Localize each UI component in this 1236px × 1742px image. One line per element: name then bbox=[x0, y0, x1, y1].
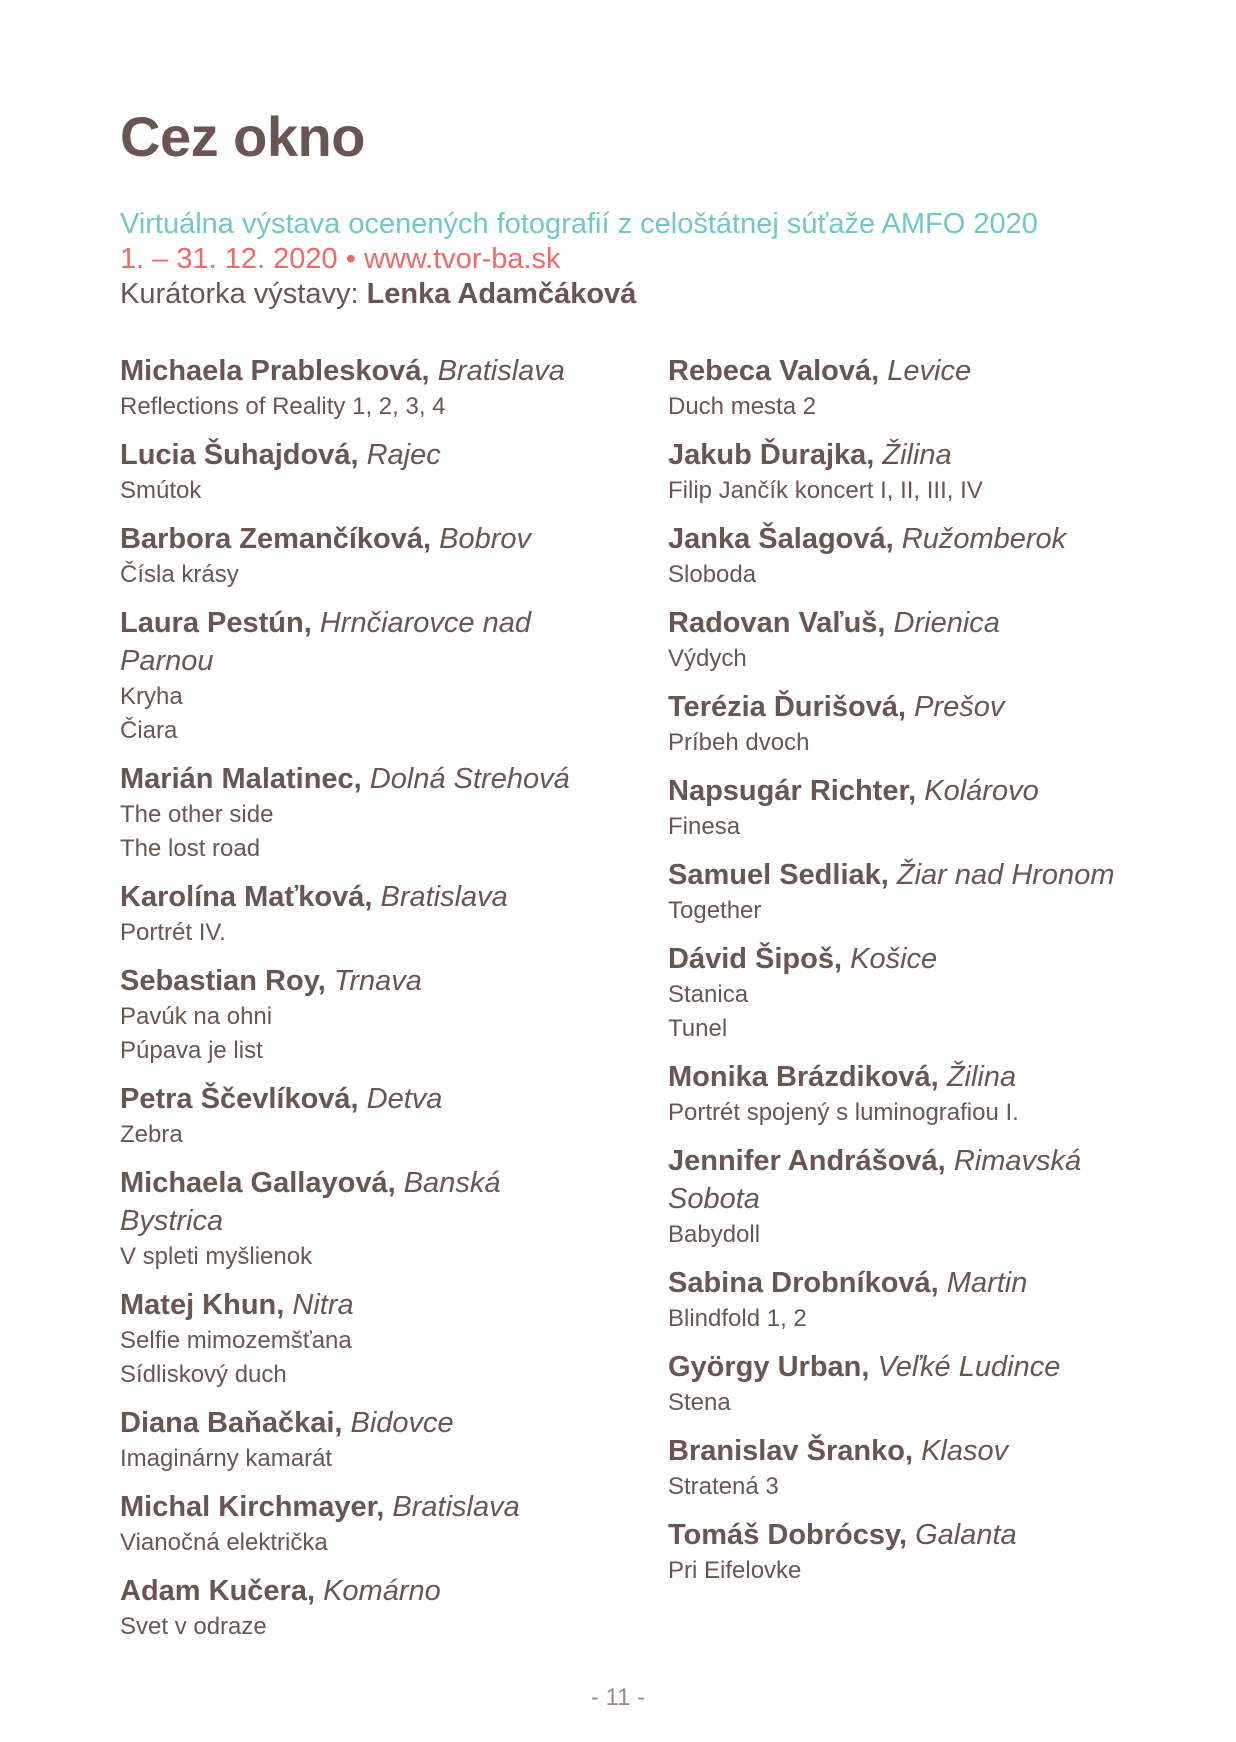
exhibition-dates-and-website: 1. – 31. 12. 2020 • www.tvor-ba.sk bbox=[120, 243, 561, 275]
author-entry bbox=[120, 604, 580, 748]
author-entry bbox=[120, 352, 580, 424]
author-entry bbox=[668, 352, 1168, 424]
author-name: Marián Malatinec, bbox=[120, 763, 362, 795]
author-name: Monika Brázdiková, bbox=[668, 1061, 939, 1093]
author-heading bbox=[120, 760, 580, 798]
author-place: Banská Bystrica bbox=[120, 1167, 501, 1237]
work-title: Výdych bbox=[668, 645, 747, 672]
work-title: Stena bbox=[668, 1389, 731, 1416]
author-entry bbox=[668, 1264, 1168, 1336]
author-entry bbox=[120, 1488, 580, 1560]
author-place: Žilina bbox=[946, 1061, 1017, 1093]
author-entry bbox=[668, 1432, 1168, 1504]
author-name: Jennifer Andrášová, bbox=[668, 1145, 946, 1177]
author-heading bbox=[120, 1164, 580, 1240]
author-name: Radovan Vaľuš, bbox=[668, 607, 886, 639]
author-place: Levice bbox=[887, 355, 972, 387]
author-heading bbox=[668, 1348, 1168, 1386]
author-name: Branislav Šranko, bbox=[668, 1435, 913, 1467]
author-entry bbox=[668, 688, 1168, 760]
author-heading bbox=[668, 520, 1168, 558]
author-entry bbox=[668, 604, 1168, 676]
work-title: Zebra bbox=[120, 1121, 183, 1148]
work-title: Duch mesta 2 bbox=[668, 393, 817, 420]
page-title: Cez okno bbox=[120, 105, 365, 168]
author-name: Matej Khun, bbox=[120, 1289, 285, 1321]
author-name: Diana Baňačkai, bbox=[120, 1407, 343, 1439]
author-place: Trnava bbox=[333, 965, 422, 997]
work-title: The lost road bbox=[120, 835, 261, 862]
work-title: Čísla krásy bbox=[120, 561, 239, 588]
author-heading bbox=[668, 1432, 1168, 1470]
author-place: Drienica bbox=[893, 607, 1000, 639]
work-title: Pavúk na ohni bbox=[120, 1003, 273, 1030]
author-place: Rajec bbox=[366, 439, 441, 471]
author-name: Sebastian Roy, bbox=[120, 965, 326, 997]
author-heading bbox=[668, 1516, 1168, 1554]
author-place: Žiar nad Hronom bbox=[896, 859, 1115, 891]
author-name: György Urban, bbox=[668, 1351, 870, 1383]
work-title: Together bbox=[668, 897, 762, 924]
author-name: Dávid Šipoš, bbox=[668, 943, 843, 975]
author-heading bbox=[668, 1264, 1168, 1302]
work-title: Stanica bbox=[668, 981, 749, 1008]
author-place: Kolárovo bbox=[924, 775, 1039, 807]
work-title: Čiara bbox=[120, 717, 178, 744]
author-entry bbox=[120, 878, 580, 950]
work-title: Babydoll bbox=[668, 1221, 761, 1248]
author-place: Bratislava bbox=[380, 881, 508, 913]
page-number: - 11 - bbox=[590, 1684, 646, 1711]
author-entry bbox=[120, 1404, 580, 1476]
work-title: Kryha bbox=[120, 683, 183, 710]
author-heading bbox=[668, 352, 1168, 390]
exhibition-subtitle: Virtuálna výstava ocenených fotografií z celoštátnej súťaže AMFO 2020 bbox=[120, 208, 1038, 240]
author-name: Petra Ščevlíková, bbox=[120, 1083, 359, 1115]
author-entry bbox=[120, 1164, 580, 1274]
author-heading bbox=[668, 856, 1168, 894]
work-title: Pri Eifelovke bbox=[668, 1557, 802, 1584]
author-name: Rebeca Valová, bbox=[668, 355, 880, 387]
author-name: Samuel Sedliak, bbox=[668, 859, 889, 891]
author-entry bbox=[668, 1516, 1168, 1588]
author-heading bbox=[120, 436, 580, 474]
author-name: Adam Kučera, bbox=[120, 1575, 316, 1607]
author-heading bbox=[120, 1080, 580, 1118]
work-title: Portrét IV. bbox=[120, 919, 226, 946]
work-title: Finesa bbox=[668, 813, 741, 840]
author-entry bbox=[668, 856, 1168, 928]
author-place: Ružomberok bbox=[901, 523, 1067, 555]
author-entry bbox=[120, 520, 580, 592]
author-name: Napsugár Richter, bbox=[668, 775, 917, 807]
author-heading bbox=[668, 604, 1168, 642]
author-name: Michal Kirchmayer, bbox=[120, 1491, 385, 1523]
author-name: Barbora Zemančíková, bbox=[120, 523, 432, 555]
author-entry bbox=[668, 772, 1168, 844]
author-place: Nitra bbox=[292, 1289, 354, 1321]
work-title: Smútok bbox=[120, 477, 202, 504]
author-name: Tomáš Dobrócsy, bbox=[668, 1519, 908, 1551]
work-title: Púpava je list bbox=[120, 1037, 263, 1064]
author-place: Bobrov bbox=[439, 523, 532, 555]
right-column-entries bbox=[668, 352, 1168, 1588]
author-heading bbox=[120, 352, 580, 390]
curator-line bbox=[120, 278, 636, 311]
curator-label: Kurátorka výstavy: bbox=[120, 278, 359, 310]
author-place: Bratislava bbox=[392, 1491, 520, 1523]
author-heading bbox=[120, 878, 580, 916]
author-name: Karolína Maťková, bbox=[120, 881, 373, 913]
work-title: Sloboda bbox=[668, 561, 757, 588]
work-title: Blindfold 1, 2 bbox=[668, 1305, 807, 1332]
author-heading bbox=[668, 772, 1168, 810]
author-name: Jakub Ďurajka, bbox=[668, 439, 875, 471]
author-place: Hrnčiarovce nad Parnou bbox=[120, 607, 531, 677]
author-place: Košice bbox=[850, 943, 938, 975]
author-place: Žilina bbox=[882, 439, 952, 471]
author-place: Veľké Ludince bbox=[877, 1351, 1061, 1383]
work-title: Selfie mimozemšťana bbox=[120, 1327, 352, 1354]
author-place: Klasov bbox=[921, 1435, 1009, 1467]
author-entry bbox=[668, 1142, 1168, 1252]
author-heading bbox=[120, 520, 580, 558]
author-name: Terézia Ďurišová, bbox=[668, 691, 907, 723]
author-heading bbox=[120, 1572, 580, 1610]
author-entry bbox=[668, 1058, 1168, 1130]
author-entry bbox=[120, 1286, 580, 1392]
author-entry bbox=[120, 760, 580, 866]
author-heading bbox=[120, 962, 580, 1000]
work-title: Stratená 3 bbox=[668, 1473, 779, 1500]
work-title: Príbeh dvoch bbox=[668, 729, 810, 756]
author-place: Galanta bbox=[915, 1519, 1017, 1551]
author-heading bbox=[668, 436, 1168, 474]
author-entry bbox=[120, 1572, 580, 1644]
author-entry bbox=[668, 940, 1168, 1046]
author-place: Detva bbox=[366, 1083, 443, 1115]
author-heading bbox=[668, 940, 1168, 978]
work-title: The other side bbox=[120, 801, 274, 828]
work-title: Svet v odraze bbox=[120, 1613, 267, 1640]
work-title: V spleti myšlienok bbox=[120, 1243, 313, 1270]
author-heading bbox=[120, 1488, 580, 1526]
author-entry bbox=[120, 962, 580, 1068]
author-place: Rimavská Sobota bbox=[668, 1145, 1082, 1215]
author-name: Laura Pestún, bbox=[120, 607, 312, 639]
author-name: Lucia Šuhajdová, bbox=[120, 439, 359, 471]
author-place: Prešov bbox=[914, 691, 1005, 723]
author-place: Bratislava bbox=[437, 355, 565, 387]
author-heading bbox=[120, 1404, 580, 1442]
work-title: Reflections of Reality 1, 2, 3, 4 bbox=[120, 393, 446, 420]
author-place: Martin bbox=[946, 1267, 1028, 1299]
author-heading bbox=[120, 604, 580, 680]
author-entry bbox=[120, 436, 580, 508]
work-title: Tunel bbox=[668, 1015, 728, 1042]
work-title: Imaginárny kamarát bbox=[120, 1445, 333, 1472]
curator-name: Lenka Adamčáková bbox=[366, 278, 637, 310]
author-heading bbox=[668, 688, 1168, 726]
author-heading bbox=[668, 1058, 1168, 1096]
author-entry bbox=[668, 436, 1168, 508]
author-entry bbox=[668, 1348, 1168, 1420]
author-place: Dolná Strehová bbox=[369, 763, 570, 795]
author-heading bbox=[120, 1286, 580, 1324]
author-name: Michaela Prablesková, bbox=[120, 355, 430, 387]
work-title: Vianočná električka bbox=[120, 1529, 328, 1556]
author-name: Sabina Drobníková, bbox=[668, 1267, 939, 1299]
left-column-entries bbox=[120, 352, 580, 1644]
author-heading bbox=[668, 1142, 1168, 1218]
work-title: Portrét spojený s luminografiou I. bbox=[668, 1099, 1019, 1126]
author-entry bbox=[668, 520, 1168, 592]
author-place: Bidovce bbox=[350, 1407, 454, 1439]
author-entry bbox=[120, 1080, 580, 1152]
work-title: Sídliskový duch bbox=[120, 1361, 287, 1388]
work-title: Filip Jančík koncert I, II, III, IV bbox=[668, 477, 983, 504]
author-place: Komárno bbox=[323, 1575, 441, 1607]
author-name: Michaela Gallayová, bbox=[120, 1167, 396, 1199]
author-name: Janka Šalagová, bbox=[668, 523, 894, 555]
